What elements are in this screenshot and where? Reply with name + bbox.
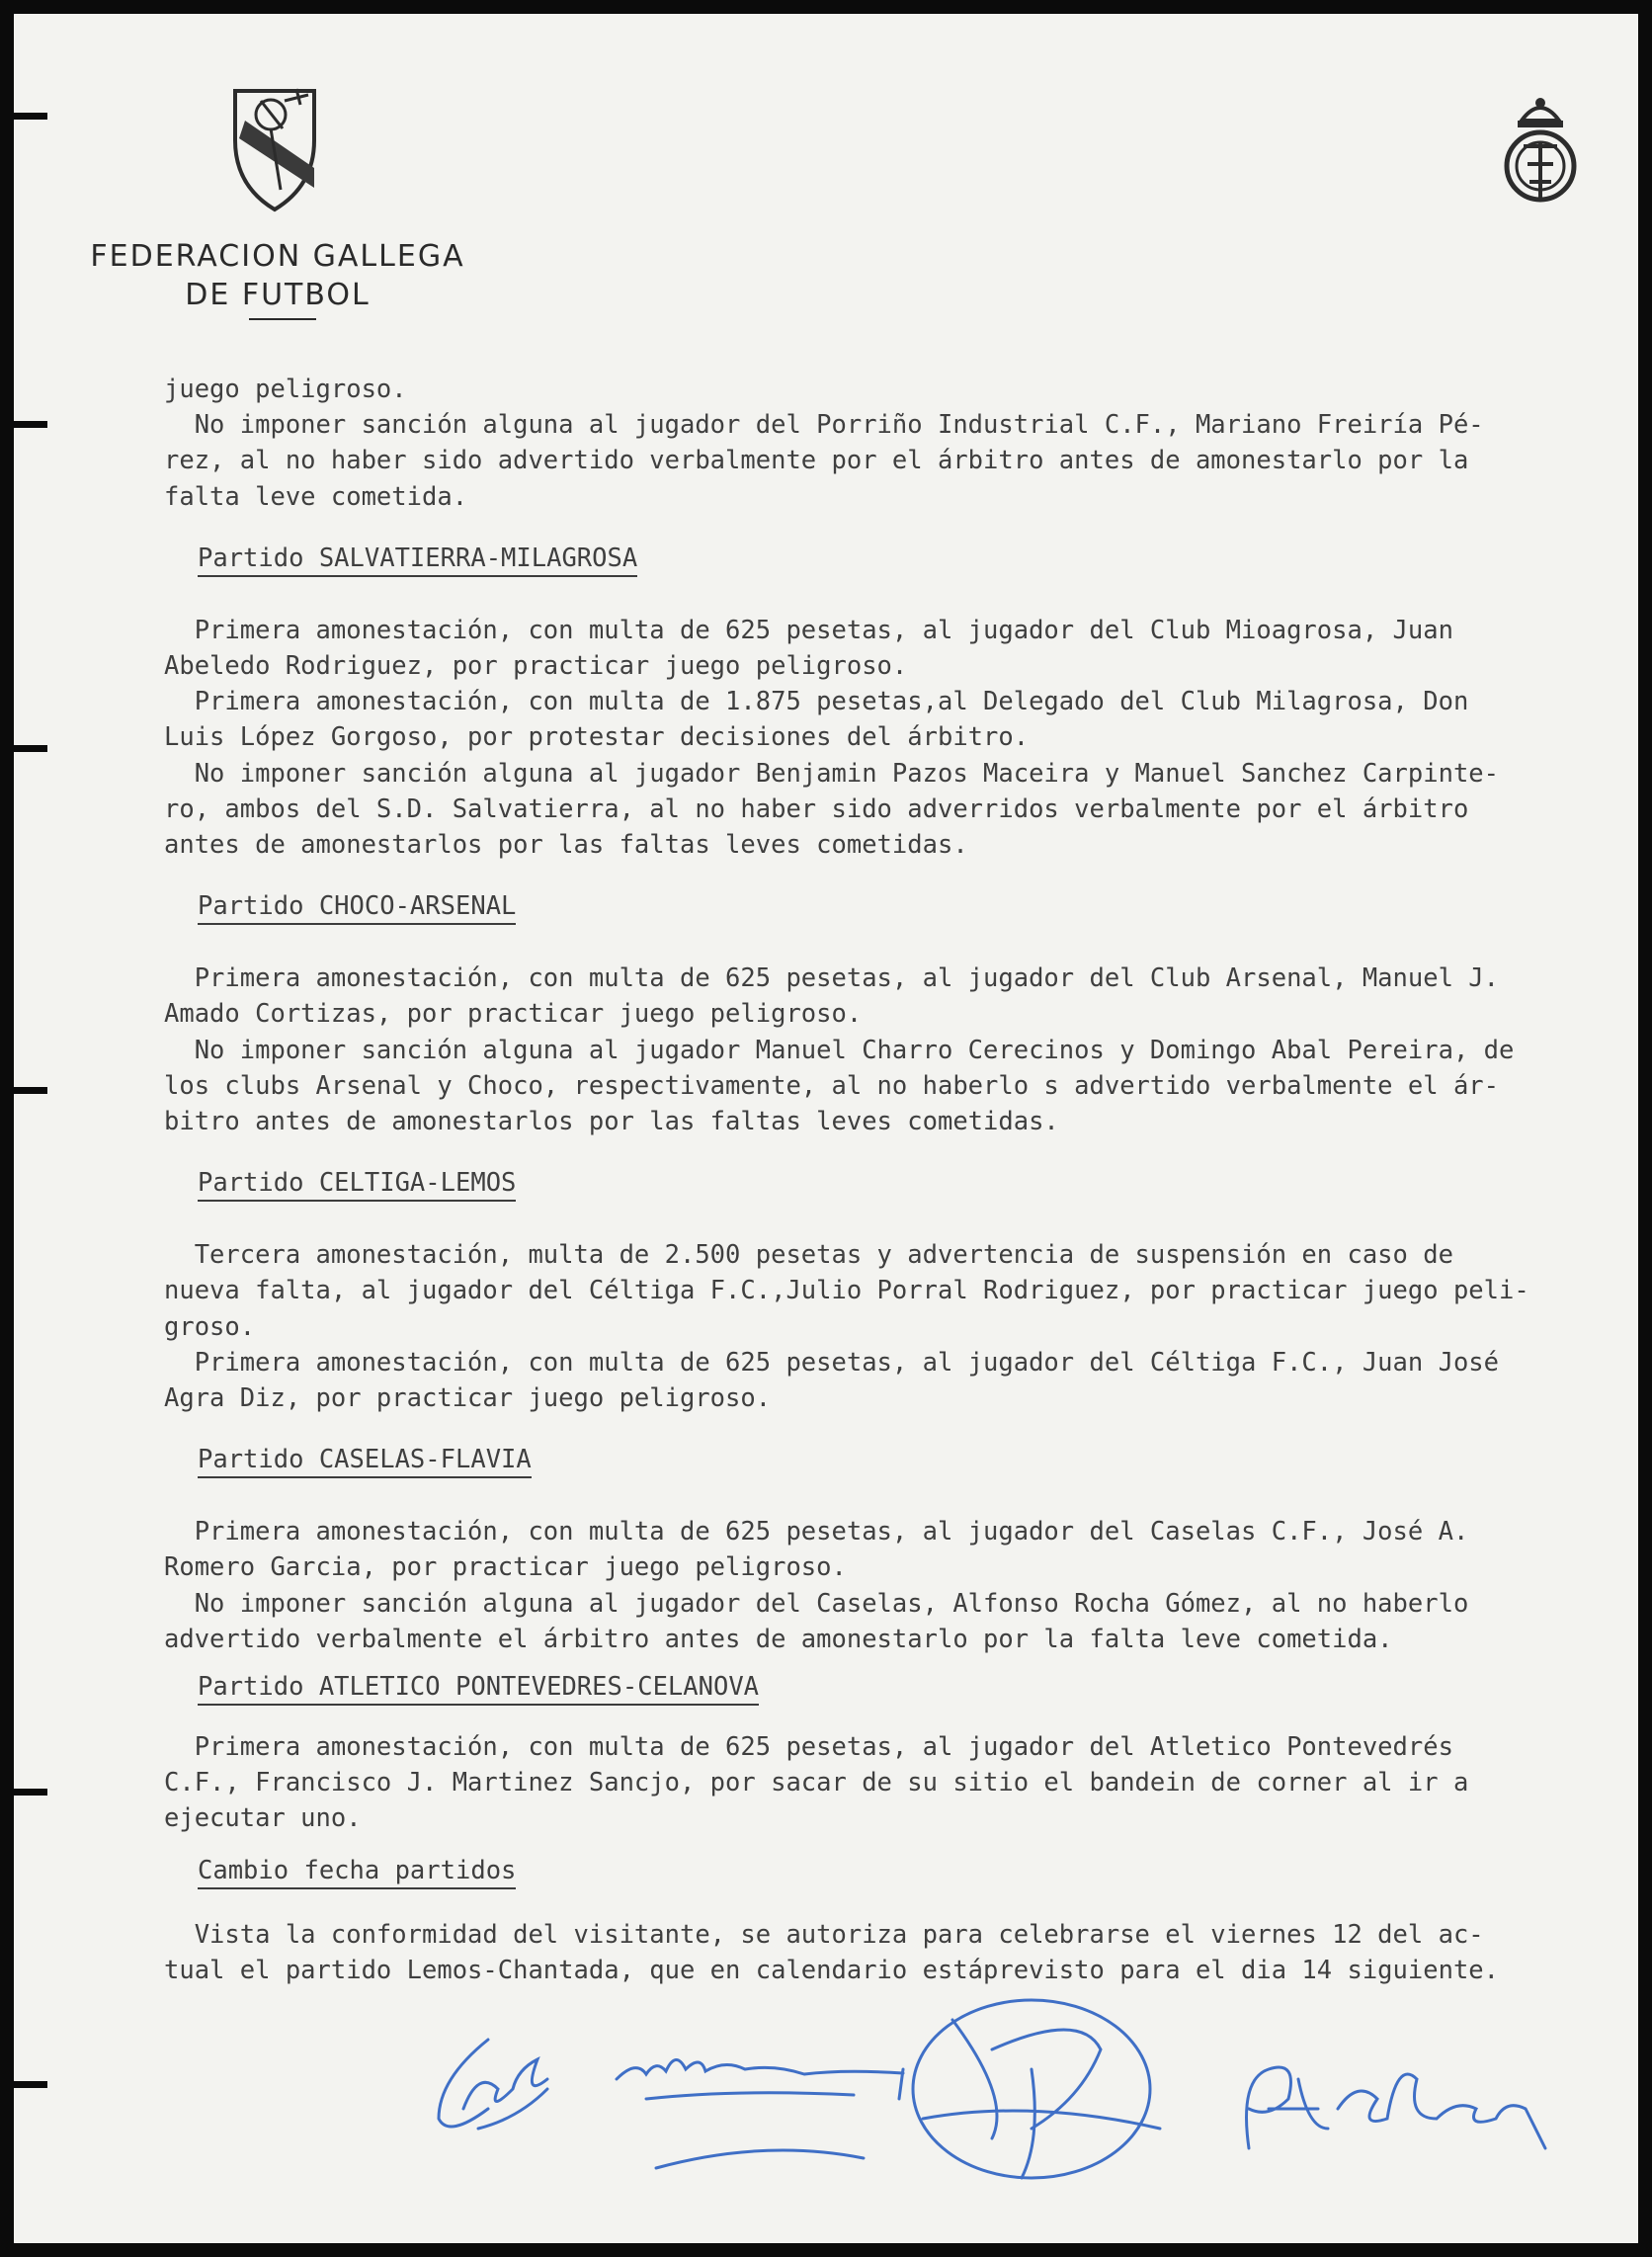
crowned-federation-emblem-icon [1498,91,1583,208]
federation-name [75,237,480,314]
federation-name-line2: DE FUTBOL [185,278,371,312]
section-heading: Cambio fecha partidos [198,1854,516,1889]
section-heading: Partido ATLETICO PONTEVEDRES-CELANOVA [198,1670,759,1706]
body-line: Primera amonestación, con multa de 625 pesetas, al jugador del Atletico Pontevedrés [164,1732,1453,1763]
body-line: juego peligroso. [164,375,407,404]
federation-name-line1: FEDERACION GALLEGA [90,239,465,274]
body-line: No imponer sanción alguna al jugador del Porriño Industrial C.F., Mariano Freiría Pé- [164,410,1484,441]
binder-mark [14,745,47,752]
body-line: Romero Garcia, por practicar juego peligroso. [164,1552,847,1583]
section-heading: Partido CHOCO-ARSENAL [198,889,516,925]
federation-shield-crest-icon [225,79,324,213]
body-line: rez, al no haber sido advertido verbalmente por el árbitro antes de amonestarlo por la [164,446,1469,476]
body-line: Agra Diz, por practicar juego peligroso. [164,1383,772,1414]
body-line: No imponer sanción alguna al jugador Benjamin Pazos Maceira y Manuel Sanchez Carpinte- [164,758,1500,789]
body-line: nueva falta, al jugador del Céltiga F.C.,Julio Porral Rodriguez, por practicar juego peli- [164,1276,1529,1306]
body-line: C.F., Francisco J. Martinez Sancjo, por sacar de su sitio el bandein de corner al ir a [164,1768,1469,1798]
body-line: los clubs Arsenal y Choco, respectivamente, al no haberlo s advertido verbalmente el ár- [164,1070,1500,1101]
handwritten-signature-stamp [883,1990,1180,2188]
section-heading: Partido CASELAS-FLAVIA [198,1443,532,1478]
body-line: groso. [164,1311,256,1342]
document-body [164,372,1616,1988]
header-divider [249,318,316,320]
body-line: Primera amonestación, con multa de 625 pesetas, al jugador del Caselas C.F., José A. [164,1517,1469,1547]
body-line: Amado Cortizas, por practicar juego peligroso. [164,999,863,1030]
binder-mark [14,113,47,120]
binder-mark [14,1087,47,1094]
binder-mark [14,1789,47,1796]
body-line: tual el partido Lemos-Chantada, que en calendario estáprevisto para el dia 14 siguiente. [164,1955,1500,1985]
body-line: falta leve cometida. [164,481,468,512]
binder-mark [14,2081,47,2088]
document-page [14,14,1638,2243]
body-line: Tercera amonestación, multa de 2.500 pesetas y advertencia de suspensión en caso de [164,1240,1453,1271]
body-line: Abeledo Rodriguez, por practicar juego peligroso. [164,651,908,682]
binder-mark [14,421,47,428]
section-heading: Partido CELTIGA-LEMOS [198,1166,516,1202]
body-line: ejecutar uno. [164,1803,362,1834]
body-line: antes de amonestarlos por las faltas leves cometidas. [164,830,968,861]
handwritten-signature-3 [1229,2040,1565,2178]
body-line: advertido verbalmente el árbitro antes de amonestarlo por la falta leve cometida. [164,1624,1393,1654]
body-line: bitro antes de amonestarlos por las faltas leves cometidas. [164,1107,1059,1137]
section-heading: Partido SALVATIERRA-MILAGROSA [198,542,637,577]
body-line: Primera amonestación, con multa de 625 pesetas, al jugador del Club Arsenal, Manuel J. [164,963,1500,994]
body-line: Primera amonestación, con multa de 1.875 pesetas,al Delegado del Club Milagrosa, Don [164,687,1469,717]
body-line: Vista la conformidad del visitante, se autoriza para celebrarse el viernes 12 del ac- [164,1919,1484,1950]
body-line: Primera amonestación, con multa de 625 pesetas, al jugador del Club Mioagrosa, Juan [164,615,1453,645]
body-line: Primera amonestación, con multa de 625 pesetas, al jugador del Céltiga F.C., Juan José [164,1347,1500,1378]
handwritten-signature-1 [419,2020,567,2148]
body-line: No imponer sanción alguna al jugador del Caselas, Alfonso Rocha Gómez, al no haberlo [164,1588,1469,1619]
body-line: No imponer sanción alguna al jugador Manuel Charro Cerecinos y Domingo Abal Pereira, de [164,1035,1515,1065]
body-line: ro, ambos del S.D. Salvatierra, al no haber sido adverridos verbalmente por el árbitro [164,794,1469,824]
body-line: Luis López Gorgoso, por protestar decisiones del árbitro. [164,722,1030,753]
